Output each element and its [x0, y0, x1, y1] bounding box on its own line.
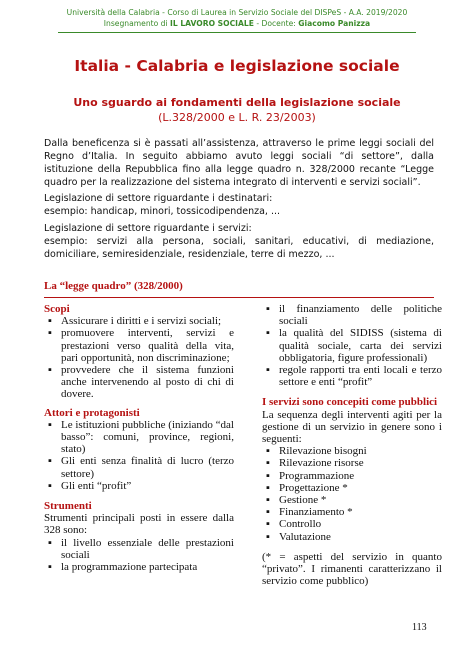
- header-course: [0, 19, 474, 28]
- list-item: ▪ il livello essenziale delle prestazioni sociali: [48, 536, 234, 561]
- attori-heading: Attori e protagonisti: [44, 406, 140, 419]
- destinatari-line1: Legislazione di settore riguardante i destinatari:: [44, 193, 273, 204]
- strumenti-intro: Strumenti principali posti in essere dalla 328 sono:: [44, 512, 234, 537]
- destinatari-block: [44, 192, 434, 218]
- legge-quadro-divider: [44, 297, 434, 298]
- servizi-pubblici-heading: I servizi sono concepiti come pubblici: [262, 396, 438, 409]
- square-bullet-icon: ▪: [266, 481, 270, 494]
- square-bullet-icon: ▪: [266, 445, 270, 458]
- header-divider: [58, 32, 416, 33]
- list-item: ▪ il finanziamento delle politiche sociali: [266, 303, 442, 328]
- list-item: ▪ promuovere interventi, servizi e prestazioni verso qualità della vita, pari opportunità, non discriminazione;: [48, 327, 234, 364]
- legge-quadro-heading: La “legge quadro” (328/2000): [44, 280, 183, 292]
- left-column: [44, 303, 234, 573]
- list-item: ▪ provvedere che il sistema funzioni anche intervenendo al posto di chi di dovere.: [48, 364, 234, 401]
- square-bullet-icon: ▪: [48, 479, 52, 492]
- list-item: ▪ Rilevazione risorse: [266, 457, 364, 470]
- square-bullet-icon: ▪: [48, 418, 52, 431]
- list-item: ▪ Controllo: [266, 518, 322, 531]
- square-bullet-icon: ▪: [48, 561, 52, 574]
- square-bullet-icon: ▪: [266, 494, 270, 507]
- right-top-list: [262, 303, 442, 388]
- servizi-intro: La sequenza degli interventi agiti per la gestione di un servizio in genere sono i seguenti:: [262, 408, 442, 446]
- asterisk-note: (* = aspetti del servizio in quanto “privato”. I rimanenti caratterizzano il servizio come pubblico): [262, 550, 442, 588]
- list-item: ▪ regole rapporti tra enti locali e terzo settore e enti “profit”: [266, 364, 442, 389]
- square-bullet-icon: ▪: [48, 315, 52, 328]
- page-number: 113: [412, 622, 427, 633]
- strumenti-heading: Strumenti: [44, 500, 92, 513]
- servizi-line2: esempio: servizi alla persona, sociali, sanitari, educativi, di mediazione, domiciliare, semiresidenziale, residenziale, terre di mezzo, ...: [44, 236, 434, 260]
- square-bullet-icon: ▪: [266, 530, 270, 543]
- list-item: ▪ Progettazione *: [266, 481, 348, 494]
- intro-paragraph: Dalla beneficenza si è passati all’assistenza, attraverso le prime leggi sociali del Regno d’Italia. In seguito abbiamo avuto leggi sociali “di settore”, dalla istituzione della Repubblica fino alla legge quadro n. 328/2000 recante “Legge quadro per la realizzazione del sistema integrato di interventi e servizi sociali”.: [44, 138, 434, 188]
- servizi-block: [44, 222, 434, 261]
- list-item: ▪ Gestione *: [266, 494, 327, 507]
- servizi-line1: Legislazione di settore riguardante i servizi:: [44, 223, 252, 234]
- square-bullet-icon: ▪: [266, 303, 270, 315]
- header-university: Università della Calabria - Corso di Laurea in Servizio Sociale del DISPeS - A.A. 2019/2020: [66, 8, 408, 17]
- destinatari-line2: esempio: handicap, minori, tossicodipendenza, ...: [44, 206, 281, 217]
- list-item: ▪ la programmazione partecipata: [48, 561, 198, 574]
- header-teacher: Giacomo Panizza: [298, 19, 371, 28]
- list-item: ▪ Le istituzioni pubbliche (iniziando “dal basso”: comuni, province, regioni, stato): [48, 418, 234, 456]
- square-bullet-icon: ▪: [266, 457, 270, 470]
- list-item: ▪ Assicurare i diritti e i servizi sociali;: [48, 315, 222, 328]
- square-bullet-icon: ▪: [266, 327, 270, 340]
- square-bullet-icon: ▪: [48, 327, 52, 340]
- attori-list: [44, 419, 234, 492]
- list-item: ▪ Gli enti senza finalità di lucro (terzo settore): [48, 455, 234, 480]
- list-item: ▪ Rilevazione bisogni: [266, 445, 367, 458]
- square-bullet-icon: ▪: [48, 455, 52, 468]
- subtitle-refs: (L.328/2000 e L. R. 23/2003): [158, 111, 316, 124]
- square-bullet-icon: ▪: [266, 506, 270, 519]
- subtitle: Uno sguardo ai fondamenti della legislazione sociale: [73, 96, 401, 109]
- list-item: ▪ Programmazione: [266, 469, 355, 482]
- header-course-mid: - Docente:: [253, 19, 299, 28]
- strumenti-list: [44, 537, 234, 574]
- page-title: Italia - Calabria e legislazione sociale: [74, 57, 400, 75]
- list-item: ▪ la qualità del SIDISS (sistema di qualità sociale, carta dei servizi obbligatoria, figure professionali): [266, 327, 442, 364]
- square-bullet-icon: ▪: [266, 364, 270, 377]
- scopi-heading: Scopi: [44, 303, 70, 315]
- header-course-name: IL LAVORO SOCIALE: [170, 19, 254, 28]
- square-bullet-icon: ▪: [48, 536, 52, 549]
- list-item: ▪ Finanziamento *: [266, 506, 353, 519]
- square-bullet-icon: ▪: [48, 364, 52, 377]
- steps-list: [262, 445, 442, 543]
- scopi-list: [44, 315, 234, 400]
- right-column: [262, 303, 442, 587]
- list-item: ▪ Gli enti “profit”: [48, 479, 132, 492]
- square-bullet-icon: ▪: [266, 518, 270, 531]
- list-item: ▪ Valutazione: [266, 530, 331, 543]
- header-course-prefix: Insegnamento di: [103, 19, 171, 28]
- square-bullet-icon: ▪: [266, 469, 270, 482]
